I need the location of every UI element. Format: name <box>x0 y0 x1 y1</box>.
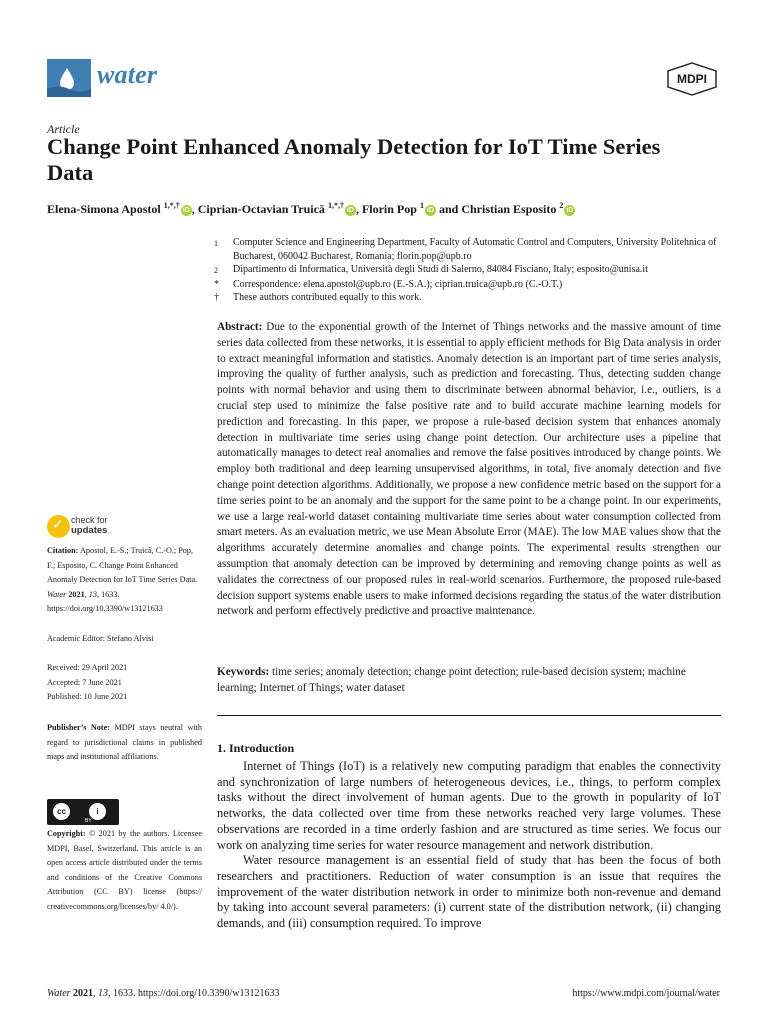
affiliation-mark: 1 <box>214 239 218 248</box>
author-name[interactable]: Ciprian-Octavian Truică <box>197 202 325 216</box>
author-separator: , <box>191 202 198 216</box>
publisher-note-label: Publisher’s Note: <box>47 723 110 732</box>
author-affiliation-marks: 1,*,† <box>327 201 344 210</box>
orcid-icon[interactable]: iD <box>426 206 434 214</box>
orcid-icon[interactable]: iD <box>182 206 190 214</box>
author-name[interactable]: Florin Pop <box>361 202 417 216</box>
citation-label: Citation: <box>47 546 79 555</box>
keywords-text: time series; anomaly detection; change point detection; rule-based decision system; machine learning; Internet of Things; water dataset <box>217 666 686 694</box>
author-affiliation-marks: 1,*,† <box>163 201 180 210</box>
footer-citation: Water 2021, 13, 1633. https://doi.org/10.3390/w13121633 <box>47 988 280 999</box>
affiliation-mark: 2 <box>214 266 218 275</box>
paragraph: Internet of Things (IoT) is a relatively new computing paradigm that enables the connectivity and synchronization of large numbers of heterogeneous devices, i.e., things, to perform complex tasks without the direct involvement of human agents. Due to the growth in popularity of IoT networks, the data collected over time from these networks reached very large volumes. These observations are recorded in a time orderly fashion and are structured as time series. We focus our work on analyzing time series for water resource management and network distribution. <box>217 759 721 852</box>
footer-year: 2021 <box>73 988 94 999</box>
section-heading: 1. Introduction <box>217 741 295 755</box>
citation-text: Apostol, E.-S.; Truică, C.-O.; Pop, F.; Esposito, C. Change Point Enhanced Anomaly Detection for IoT Time Series Data. <box>47 546 198 584</box>
copyright-label: Copyright: <box>47 829 86 838</box>
affiliation-item <box>214 278 734 292</box>
date-published: Published: 10 June 2021 <box>47 692 128 701</box>
citation: Citation: Apostol, E.-S.; Truică, C.-O.; Pop, F.; Esposito, C. Change Point Enhanced Anomaly Detection for IoT Time Series Data. Water 2021, 13, 1633. https://doi.org/10.3390/w13121633 <box>47 546 198 613</box>
cc-by-license-badge[interactable] <box>47 799 119 825</box>
footer-journal-url[interactable]: https://www.mdpi.com/journal/water <box>572 988 720 999</box>
affiliations <box>214 236 734 305</box>
water-drop-icon <box>47 59 91 97</box>
author-separator: , <box>355 202 362 216</box>
section-divider <box>217 715 721 716</box>
author-name[interactable]: Elena-Simona Apostol <box>47 202 161 216</box>
keywords-label: Keywords: <box>217 666 270 678</box>
article-type: Article <box>47 122 80 136</box>
affiliation-mark: * <box>214 278 219 290</box>
author-separator: and <box>435 202 462 216</box>
date-accepted: Accepted: 7 June 2021 <box>47 677 122 687</box>
author-affiliation-marks: 2 <box>559 201 564 210</box>
citation-journal: Water <box>47 589 67 599</box>
checkmark-icon: ✓ <box>52 517 64 533</box>
introduction-body <box>217 759 721 932</box>
affiliation-mark: † <box>214 292 219 303</box>
author-list <box>47 201 737 217</box>
mdpi-logo <box>666 62 718 101</box>
page-title: Change Point Enhanced Anomaly Detection for IoT Time Series Data <box>47 134 661 185</box>
citation-pages: , 1633. <box>96 589 120 599</box>
academic-editor: Academic Editor: Stefano Alvisi <box>47 634 154 643</box>
abstract <box>217 320 721 620</box>
affiliation-item <box>214 263 734 278</box>
check-updates-line1: check for <box>71 515 108 525</box>
footer-rest: , 1633. https://doi.org/10.3390/w13121633 <box>108 988 280 999</box>
affiliation-text: These authors contributed equally to this work. <box>233 292 422 303</box>
publication-dates <box>47 661 202 705</box>
affiliation-text: Dipartimento di Informatica, Università degli Studi di Salerno, 84084 Fisciano, Italy; esposito@unisa.it <box>233 264 648 275</box>
date-received: Received: 29 April 2021 <box>47 663 128 672</box>
copyright-text: © 2021 by the authors. Licensee MDPI, Basel, Switzerland. This article is an open access article distributed under the terms and conditions of the Creative Commons Attribution (CC BY) license (https:// creativecommons.org/licenses/by/ 4.0/). <box>47 829 203 911</box>
orcid-icon[interactable]: iD <box>566 206 574 214</box>
orcid-icon[interactable]: iD <box>346 206 354 214</box>
affiliation-text: Computer Science and Engineering Department, Faculty of Automatic Control and Computers, University Politehnica of Bucharest, 060042 Bucharest, Romania; florin.pop@upb.ro <box>233 237 717 262</box>
affiliation-text: Correspondence: elena.apostol@upb.ro (E.-S.A.); ciprian.truica@upb.ro (C.-O.T.) <box>233 278 563 290</box>
citation-volume: 13 <box>88 589 97 599</box>
affiliation-item <box>214 236 734 263</box>
abstract-label: Abstract: <box>217 321 263 333</box>
cc-icon: cc <box>52 802 71 821</box>
journal-name: water <box>97 60 158 89</box>
mdpi-logo-text: MDPI <box>677 72 707 86</box>
journal-logo <box>47 59 91 97</box>
author-name[interactable]: Christian Esposito <box>461 202 557 216</box>
author-affiliation-marks: 1 <box>419 201 424 210</box>
check-updates-line2: updates <box>71 524 108 536</box>
paragraph: Water resource management is an essential field of study that has been the focus of both researchers and practitioners. Reduction of water consumption is an issue that requires the improvement of the water distribution network in order to minimize both non-revenue and demand by taking into account several parameters: (i) current state of the distribution network, (ii) changing demands, and (iii) consumption required. To improve <box>217 853 721 931</box>
cc-by-label: BY <box>85 818 92 824</box>
attribution-icon: i <box>88 802 107 821</box>
footer-volume: 13 <box>98 988 109 999</box>
abstract-text: Due to the exponential growth of the Internet of Things networks and the massive amount of time series data collected from these networks, it is essential to apply efficient methods for Big Data analysis in order to extract meaningful information and statistics. Anomaly detection is an important part of time series analysis, improving the quality of further analysis, such as prediction and forecasting. Thus, detecting sudden change points with normal behavior and using them to discriminate between abnormal behavior, i.e., outliers, is a crucial step used to minimize the false positive rate and to build accurate machine learning models for prediction and forecasting. In this paper, we propose a rule-based decision system that enhances anomaly detection in multivariate time series using change point detection. Our architecture uses a pipeline that automatically manages to detect real anomalies and remove the false positives introduced by change points. We employ both traditional and deep learning unsupervised algorithms, in total, five anomaly detection and five change point detection algorithms. Additionally, we propose a new confidence metric based on the support for a time series point to be an anomaly and the support for the same point to be a change point. In our experiments, we use a large real-world dataset containing multivariate time series about water consumption collected from smart meters. As an evaluation metric, we use Mean Absolute Error (MAE). The low MAE values show that the algorithms accurately determine anomalies and change points. The experimental results strengthen our assumption that anomaly detection can be improved by determining and removing change points as well as validates the correctness of our proposed rules in real-world scenarios. Furthermore, the proposed rule-based decision support systems enable users to make informed decisions regarding the status of the water distribution network and perform effectively predictive and proactive maintenance. <box>217 321 721 618</box>
publisher-note <box>47 721 202 765</box>
publisher-note-text: MDPI stays neutral with regard to jurisdictional claims in published maps and institutional affiliations. <box>47 723 202 761</box>
citation-doi-link[interactable]: https://doi.org/10.3390/w13121633 <box>47 604 163 613</box>
affiliation-item <box>214 291 734 305</box>
copyright <box>47 827 202 914</box>
footer-journal: Water <box>47 988 71 999</box>
keywords <box>217 665 721 697</box>
citation-year: 2021 <box>68 589 85 599</box>
